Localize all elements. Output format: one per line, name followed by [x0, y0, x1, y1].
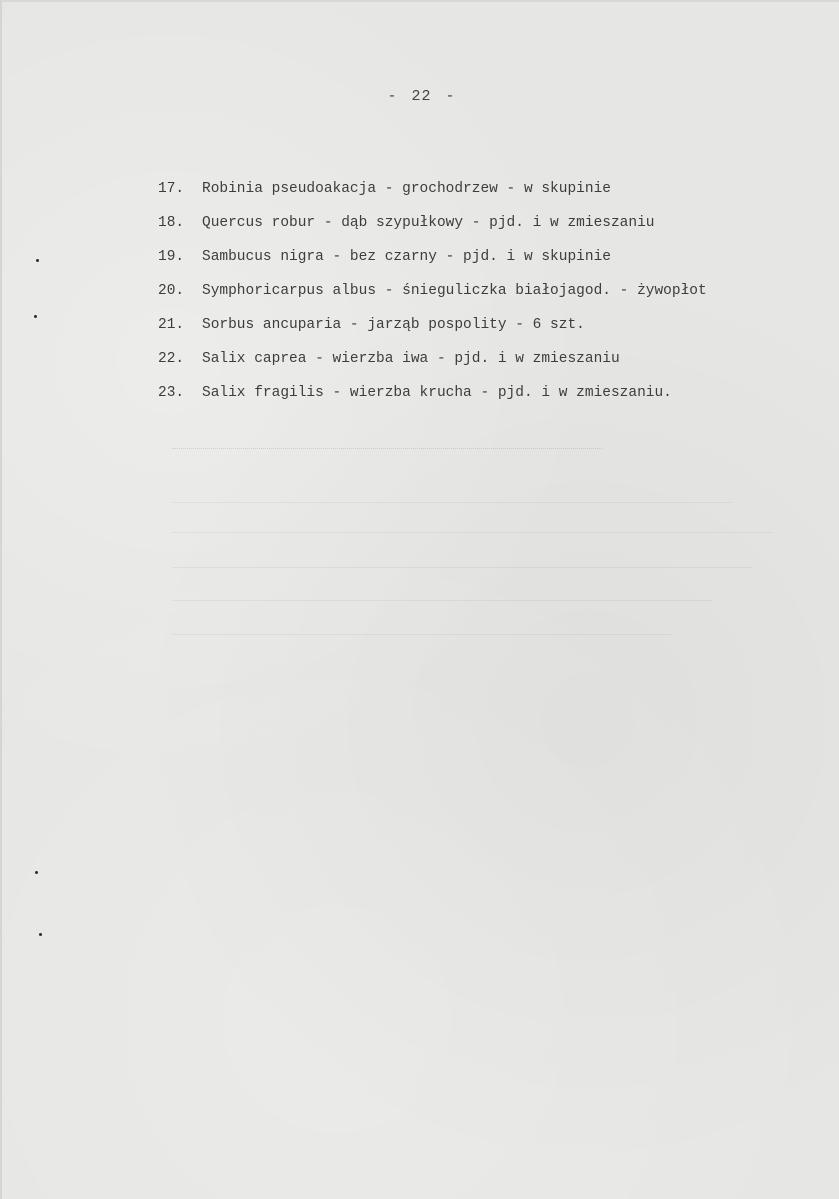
list-item-text: Salix fragilis - wierzba krucha - pjd. i w zmieszaniu. [202, 385, 672, 401]
list-item [158, 274, 818, 308]
bleed-through-line [172, 567, 752, 568]
list-item-number: 21. [158, 317, 185, 333]
bleed-through-line [172, 532, 772, 533]
list-item-text: Robinia pseudoakacja - grochodrzew - w skupinie [202, 181, 611, 197]
species-list [158, 172, 818, 410]
list-item-number: 22. [158, 351, 185, 367]
binder-hole-mark [36, 259, 39, 262]
binder-hole-mark [39, 933, 42, 936]
binder-hole-mark [35, 871, 38, 874]
list-item-text: Sambucus nigra - bez czarny - pjd. i w skupinie [202, 249, 611, 265]
page-number-dash-right: - [445, 88, 456, 105]
list-item-number: 23. [158, 385, 185, 401]
list-item-number: 20. [158, 283, 185, 299]
bleed-through-line [172, 502, 732, 503]
bleed-through-line [172, 634, 672, 635]
list-item-text: Symphoricarpus albus - śnieguliczka białojagod. - żywopłot [202, 283, 707, 299]
page-number-header [2, 88, 839, 105]
binder-hole-mark [34, 315, 37, 318]
list-item-text: Salix caprea - wierzba iwa - pjd. i w zmieszaniu [202, 351, 620, 367]
list-item-text: Quercus robur - dąb szypułkowy - pjd. i w zmieszaniu [202, 215, 655, 231]
list-item [158, 308, 818, 342]
list-item-number: 19. [158, 249, 185, 265]
list-item [158, 376, 818, 410]
list-item-text: Sorbus ancuparia - jarząb pospolity - 6 szt. [202, 317, 585, 333]
list-item [158, 240, 818, 274]
bleed-through-rule [172, 448, 602, 449]
list-item [158, 172, 818, 206]
list-item-number: 18. [158, 215, 185, 231]
list-item-number: 17. [158, 181, 185, 197]
list-item [158, 342, 818, 376]
list-item [158, 206, 818, 240]
page-number: 22 [411, 88, 432, 105]
bleed-through-line [172, 600, 712, 601]
page-number-dash-left: - [387, 88, 398, 105]
